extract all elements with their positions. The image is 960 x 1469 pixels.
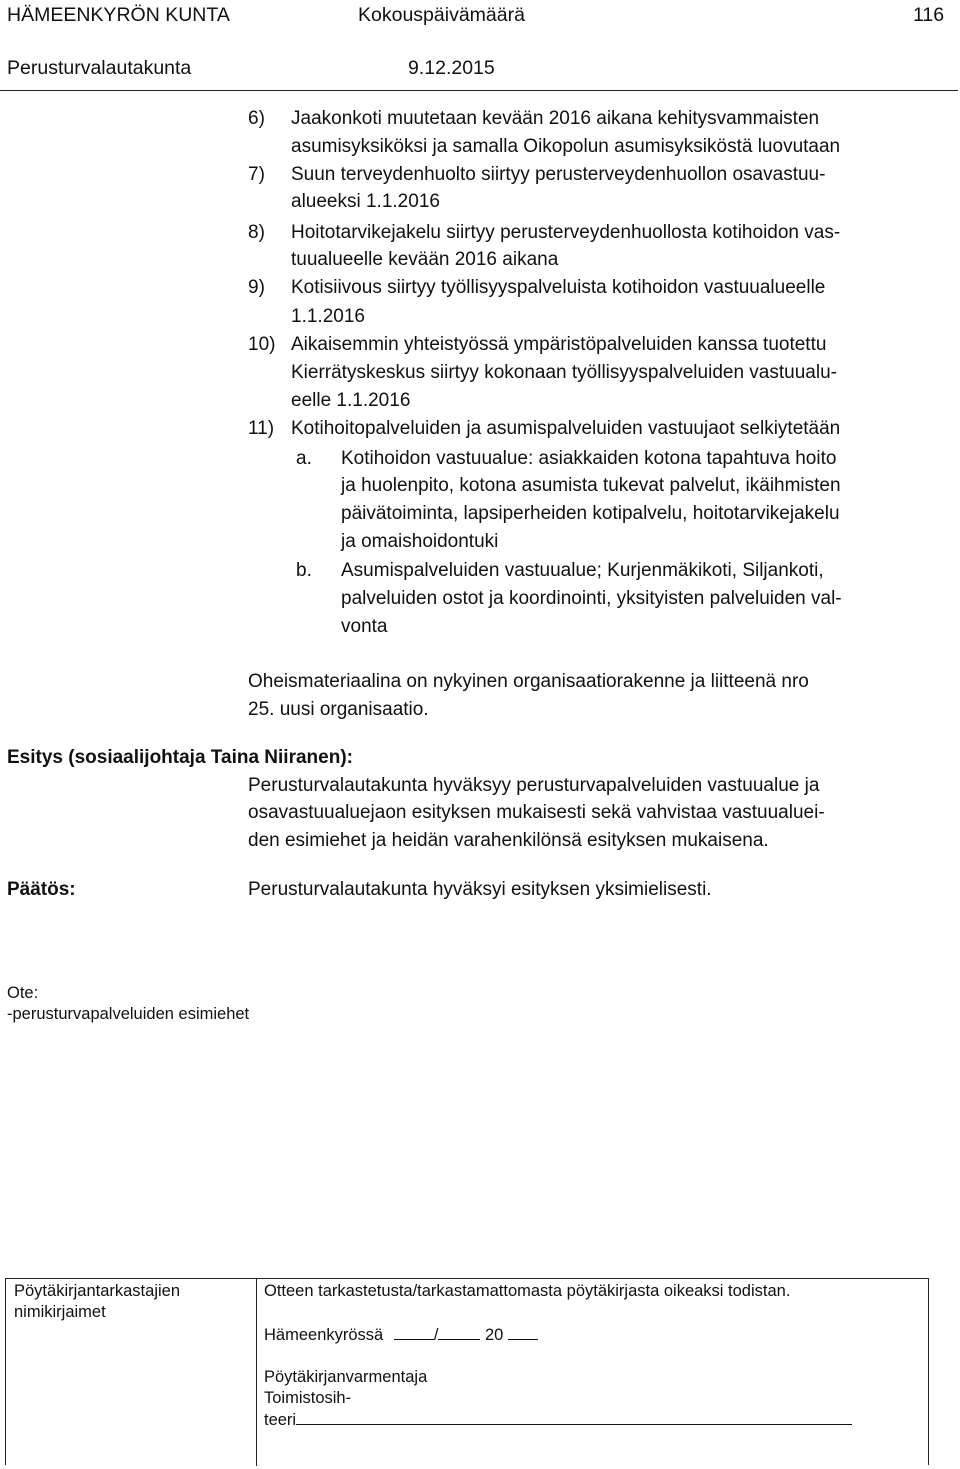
certification-place-date (264, 1325, 538, 1345)
attachment-line: Oheismateriaalina on nykyinen organisaatiorakenne ja liitteenä nro (248, 671, 809, 692)
reviewers-initials-label-2: nimikirjaimet (14, 1303, 106, 1321)
place-name: Hämeenkyrössä (264, 1326, 384, 1344)
proposal-line: den esimiehet ja heidän varahenkilönsä esityksen mukaisena. (248, 830, 769, 851)
committee-name: Perusturvalautakunta (7, 57, 192, 79)
item-line: Suun terveydenhuolto siirtyy perusterveydenhuollon osavastuu- (291, 164, 826, 185)
item-number: 8) (248, 222, 265, 243)
item-line: Aikaisemmin yhteistyössä ympäristöpalveluiden kanssa tuotettu (291, 334, 827, 355)
item-number: 6) (248, 108, 265, 129)
item-line: Kotihoitopalveluiden ja asumispalveluiden vastuujaot selkiytetään (291, 418, 841, 439)
office-secretary-label-end: teeri (264, 1411, 297, 1429)
year-blank (508, 1325, 538, 1340)
subitem-letter: a. (296, 448, 312, 469)
subitem-line: vonta (341, 616, 388, 637)
certification-divider (256, 1279, 257, 1466)
item-number: 7) (248, 164, 265, 185)
proposal-line: Perusturvalautakunta hyväksyy perusturvapalveluiden vastuualue ja (248, 775, 820, 796)
page-number: 116 (913, 4, 945, 26)
meeting-date: 9.12.2015 (408, 57, 495, 79)
reviewers-initials-label: Pöytäkirjantarkastajien (14, 1282, 180, 1300)
item-line: Kotisiivous siirtyy työllisyyspalveluista kotihoidon vastuualueelle (291, 277, 826, 298)
subitem-line: palveluiden ostot ja koordinointi, yksityisten palveluiden val- (341, 588, 842, 609)
subitem-line: Asumispalveluiden vastuualue; Kurjenmäkikoti, Siljankoti, (341, 560, 824, 581)
item-line: 1.1.2016 (291, 306, 365, 327)
item-line: Jaakonkoti muutetaan kevään 2016 aikana kehitysvammaisten (291, 108, 820, 129)
signature-blank (296, 1410, 852, 1425)
date-separator: / (433, 1326, 439, 1344)
header-divider (0, 90, 958, 91)
item-line: asumisyksiköksi ja samalla Oikopolun asumisyksiköstä luovutaan (291, 136, 841, 157)
item-number: 9) (248, 277, 265, 298)
item-line: tuualueelle kevään 2016 aikana (291, 249, 559, 270)
item-line: eelle 1.1.2016 (291, 390, 411, 411)
item-number: 11) (248, 418, 275, 439)
subitem-line: päivätoiminta, lapsiperheiden kotipalvelu, hoitotarvikejakelu (341, 503, 840, 524)
meeting-date-label: Kokouspäivämäärä (358, 4, 525, 26)
year-prefix: 20 (485, 1326, 504, 1344)
municipality-name: HÄMEENKYRÖN KUNTA (7, 4, 230, 26)
excerpt-label: Ote: (7, 984, 39, 1002)
item-line: Kierrätyskeskus siirtyy kokonaan työllisyyspalveluiden vastuualu- (291, 362, 837, 383)
certification-box (5, 1278, 929, 1465)
item-number: 10) (248, 334, 276, 355)
decision-heading: Päätös: (7, 879, 76, 900)
office-secretary-label: Toimistosih- (264, 1389, 352, 1407)
item-line: alueeksi 1.1.2016 (291, 191, 440, 212)
proposal-heading: Esitys (sosiaalijohtaja Taina Niiranen): (7, 747, 353, 768)
attachment-line: 25. uusi organisaatio. (248, 699, 429, 720)
subitem-line: ja omaishoidontuki (341, 531, 499, 552)
certifier-title: Pöytäkirjanvarmentaja (264, 1368, 428, 1386)
excerpt-recipient: -perusturvapalveluiden esimiehet (7, 1005, 250, 1023)
subitem-line: ja huolenpito, kotona asumista tukevat palvelut, ikäihmisten (341, 475, 841, 496)
item-line: Hoitotarvikejakelu siirtyy perusterveydenhuollosta kotihoidon vas- (291, 222, 841, 243)
proposal-line: osavastuualuejaon esityksen mukaisesti sekä vahvistaa vastuualuei- (248, 802, 825, 823)
decision-text: Perusturvalautakunta hyväksyi esityksen yksimielisesti. (248, 879, 712, 900)
certification-text: Otteen tarkastetusta/tarkastamattomasta pöytäkirjasta oikeaksi todistan. (264, 1282, 791, 1300)
subitem-line: Kotihoidon vastuualue: asiakkaiden kotona tapahtuva hoito (341, 448, 837, 469)
day-blank (394, 1325, 434, 1340)
subitem-letter: b. (296, 560, 312, 581)
office-secretary-label-2 (264, 1410, 852, 1430)
month-blank (438, 1325, 480, 1340)
